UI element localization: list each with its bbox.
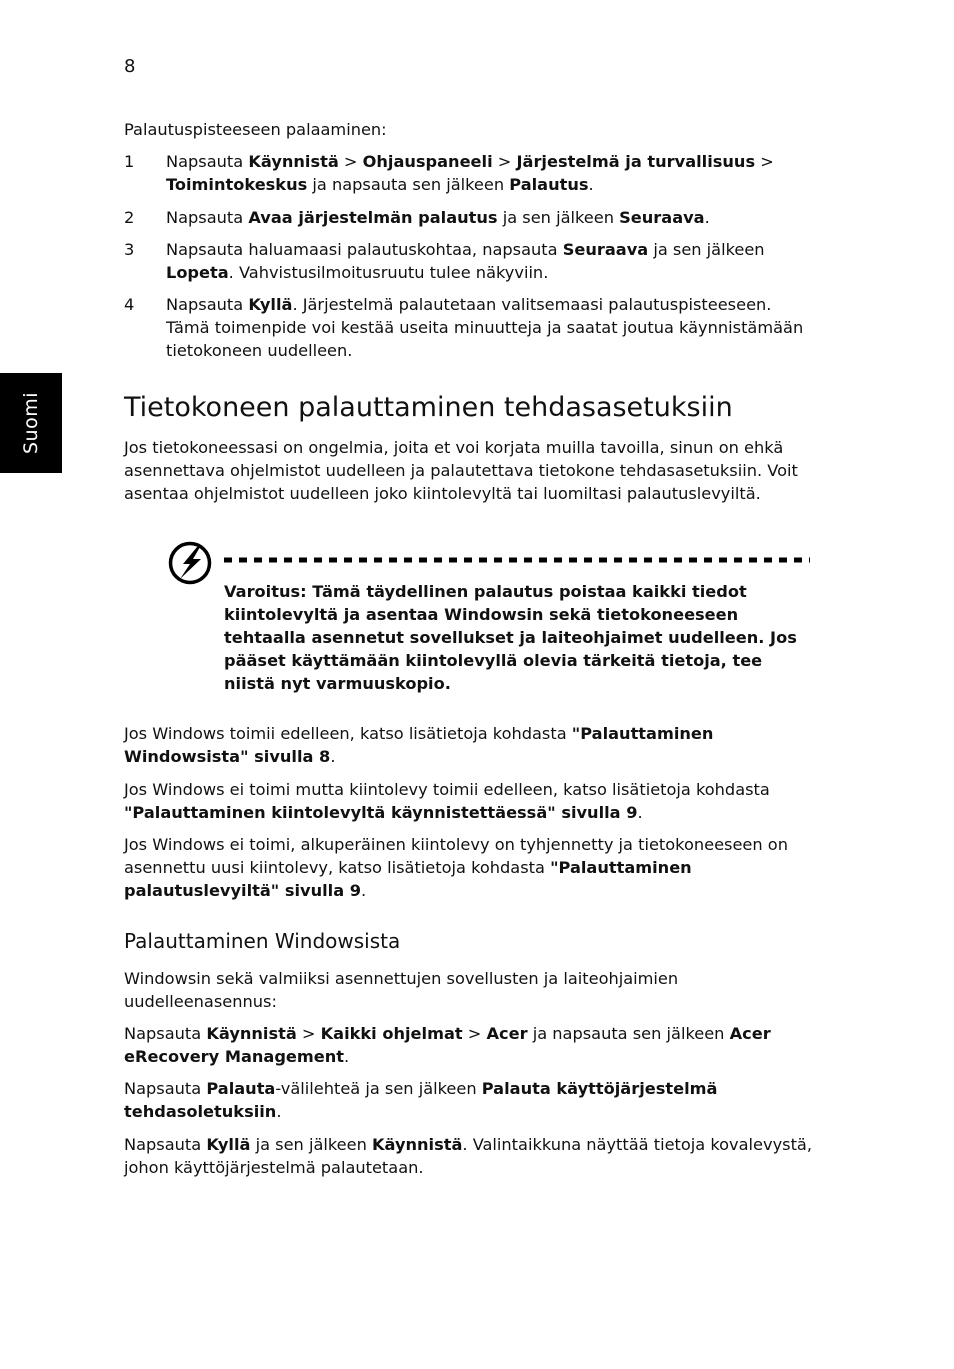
step-number: 3 [124, 240, 135, 259]
subsection-intro: Windowsin sekä valmiiksi asennettujen sovellusten ja laiteohjaimien uudelleenasennus: [124, 969, 679, 1011]
reference-paragraph: Jos Windows ei toimi, alkuperäinen kiintolevy on tyhjennetty ja tietokoneeseen on asennettu uusi kiintolevy, katso lisätietoja kohdasta "Palauttaminen palautuslevyiltä" sivulla 9. [124, 835, 788, 900]
warning-lightning-icon [168, 540, 214, 586]
warning-text: Varoitus: Tämä täydellinen palautus poistaa kaikki tiedot kiintolevyltä ja asentaa Windowsin sekä tietokoneeseen tehtaalla asennetut sovellukset ja laiteohjaimet uudelleen. Jos pääset käyttämään kiintolevyllä olevia tärkeitä tietoja, tee niistä nyt varmuuskopio. [224, 582, 797, 693]
step-text: Napsauta Kyllä. Järjestelmä palautetaan valitsemaasi palautuspisteeseen. Tämä toimenpide voi kestää useita minuutteja ja saatat joutua käynnistämään tietokoneen uudelleen. [166, 295, 804, 360]
warning-dotted-divider [224, 556, 810, 564]
step-number: 4 [124, 295, 135, 314]
instruction-paragraph: Napsauta Käynnistä > Kaikki ohjelmat > Acer ja napsauta sen jälkeen Acer eRecovery Management. [124, 1024, 771, 1066]
step-text: Napsauta Avaa järjestelmän palautus ja sen jälkeen Seuraava. [166, 208, 710, 227]
step-number: 2 [124, 208, 135, 227]
step-text: Napsauta haluamaasi palautuskohtaa, napsauta Seuraava ja sen jälkeen Lopeta. Vahvistusilmoitusruutu tulee näkyviin. [166, 240, 765, 282]
reference-paragraph: Jos Windows ei toimi mutta kiintolevy toimii edelleen, katso lisätietoja kohdasta "Palauttaminen kiintolevyltä käynnistettäessä" sivulla 9. [124, 780, 770, 822]
step-number: 1 [124, 152, 135, 171]
step-text: Napsauta Käynnistä > Ohjauspaneeli > Järjestelmä ja turvallisuus > Toimintokeskus ja napsauta sen jälkeen Palautus. [166, 152, 774, 194]
reference-paragraph: Jos Windows toimii edelleen, katso lisätietoja kohdasta "Palauttaminen Windowsista" sivulla 8. [124, 724, 714, 766]
intro-text: Palautuspisteeseen palaaminen: [124, 120, 387, 139]
section-intro: Jos tietokoneessasi on ongelmia, joita et voi korjata muilla tavoilla, sinun on ehkä asennettava ohjelmistot uudelleen ja palautettava tietokone tehdasasetuksiin. Voit asentaa ohjelmistot uudelleen joko kiintolevyltä tai luomiltasi palautuslevyiltä. [124, 438, 798, 503]
instruction-paragraph: Napsauta Kyllä ja sen jälkeen Käynnistä. Valintaikkuna näyttää tietoja kovalevystä, johon käyttöjärjestelmä palautetaan. [124, 1135, 813, 1177]
section-title: Tietokoneen palauttaminen tehdasasetuksiin [124, 392, 733, 423]
language-side-tab [0, 373, 62, 473]
page-number: 8 [124, 56, 136, 77]
instruction-paragraph: Napsauta Palauta-välilehteä ja sen jälkeen Palauta käyttöjärjestelmä tehdasoletuksiin. [124, 1079, 718, 1121]
subsection-title: Palauttaminen Windowsista [124, 929, 401, 953]
side-tab-label: Suomi [20, 391, 42, 455]
